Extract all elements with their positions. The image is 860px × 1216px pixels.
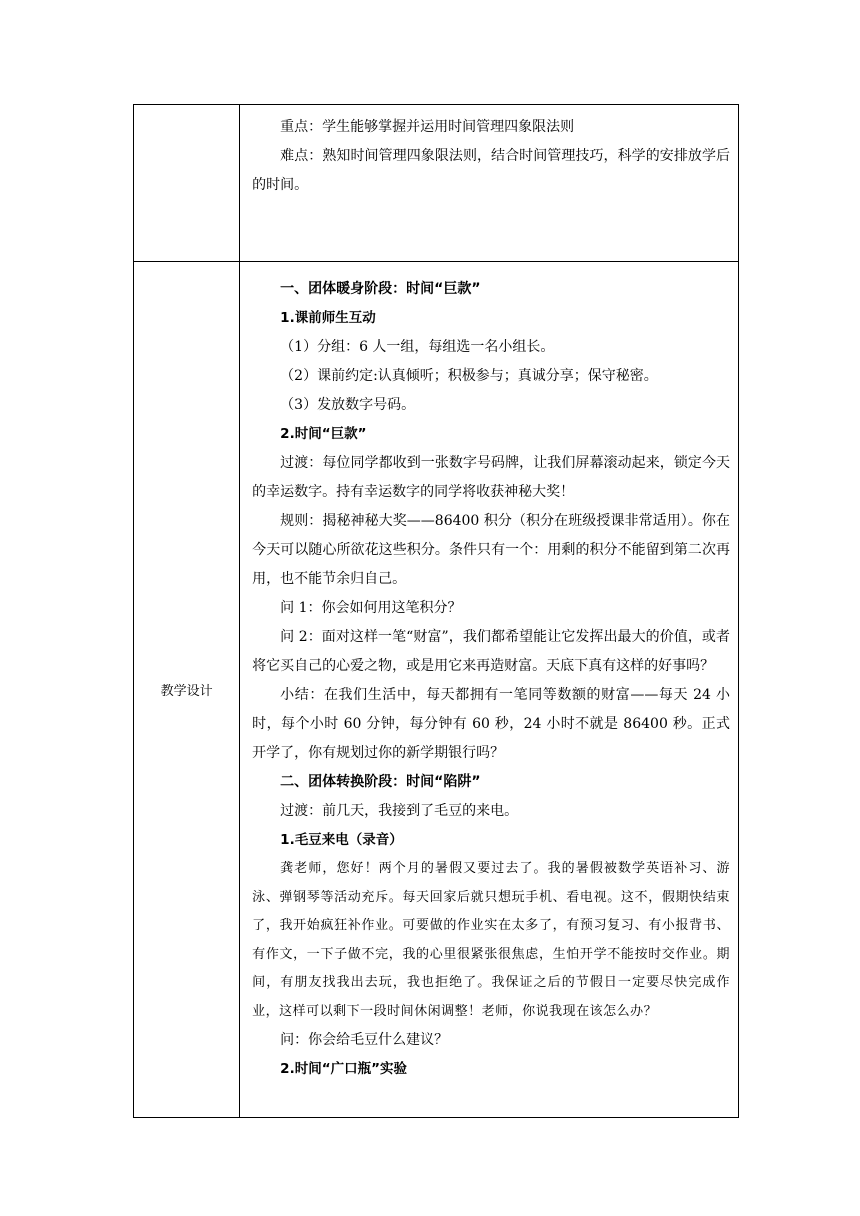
item3-text: （3）发放数字号码。	[280, 397, 416, 413]
sub3-title: 1.毛豆来电（录音）	[280, 832, 403, 848]
section1-title: 一、团体暖身阶段：时间“巨款”	[280, 281, 481, 297]
item1-text: （1）分组：6 人一组，每组选一名小组长。	[280, 339, 555, 355]
question3-text: 问：你会给毛豆什么建议？	[280, 1032, 449, 1048]
empty-label-cell	[134, 105, 240, 262]
sub4-title: 2.时间“广口瓶”实验	[280, 1061, 407, 1077]
transition2-text: 过渡：前几天，我接到了毛豆的来电。	[280, 803, 519, 819]
teaching-design-label: 教学设计	[134, 262, 240, 1118]
key-points-row	[134, 105, 739, 262]
section2-title: 二、团体转换阶段：时间“陷阱”	[280, 774, 481, 790]
question2-text: 问 2：面对这样一笔“财富”，我们都希望能让它发挥出最大的价值，或者将它买自己的心爱之物，或是用它来再造财富。天底下真有这样的好事吗？	[252, 629, 730, 674]
key-points-text: 重点：学生能够掌握并运用时间管理四象限法则	[280, 119, 575, 135]
summary-text: 小结：在我们生活中，每天都拥有一笔同等数额的财富——每天 24 小时，每个小时 60 分钟，每分钟有 60 秒，24 小时不就是 86400 秒。正式开学了，你有规划过你的新学期银行吗？	[252, 687, 730, 761]
teaching-design-content	[240, 262, 739, 1118]
sub2-title: 2.时间“巨款”	[280, 426, 367, 442]
rule-text: 规则：揭秘神秘大奖——86400 积分（积分在班级授课非常适用）。你在今天可以随心所欲花这些积分。条件只有一个：用剩的积分不能留到第二次再用，也不能节余归自己。	[252, 513, 730, 587]
teaching-design-row	[134, 262, 739, 1118]
transition1-text: 过渡：每位同学都收到一张数字号码牌，让我们屏幕滚动起来，锁定今天的幸运数字。持有幸运数字的同学将收获神秘大奖！	[252, 455, 730, 500]
key-points-cell	[240, 105, 739, 262]
letter-text: 龚老师，您好！两个月的暑假又要过去了。我的暑假被数学英语补习、游泳、弹钢琴等活动充斥。每天回家后就只想玩手机、看电视。这不，假期快结束了，我开始疯狂补作业。可要做的作业实在太多了，有预习复习、有小报背书、有作文，一下子做不完，我的心里很紧张很焦虑，生怕开学不能按时交作业。期间，有朋友找我出去玩，我也拒绝了。我保证之后的节假日一定要尽快完成作业，这样可以剩下一段时间休闲调整！老师，你说我现在该怎么办？	[252, 861, 730, 1019]
difficult-points-text: 难点：熟知时间管理四象限法则，结合时间管理技巧，科学的安排放学后的时间。	[252, 148, 730, 193]
lesson-plan-table	[133, 104, 739, 1118]
item2-text: （2）课前约定:认真倾听；积极参与；真诚分享；保守秘密。	[280, 368, 658, 384]
sub1-title: 1.课前师生互动	[280, 310, 376, 326]
question1-text: 问 1：你会如何用这笔积分？	[280, 600, 462, 616]
